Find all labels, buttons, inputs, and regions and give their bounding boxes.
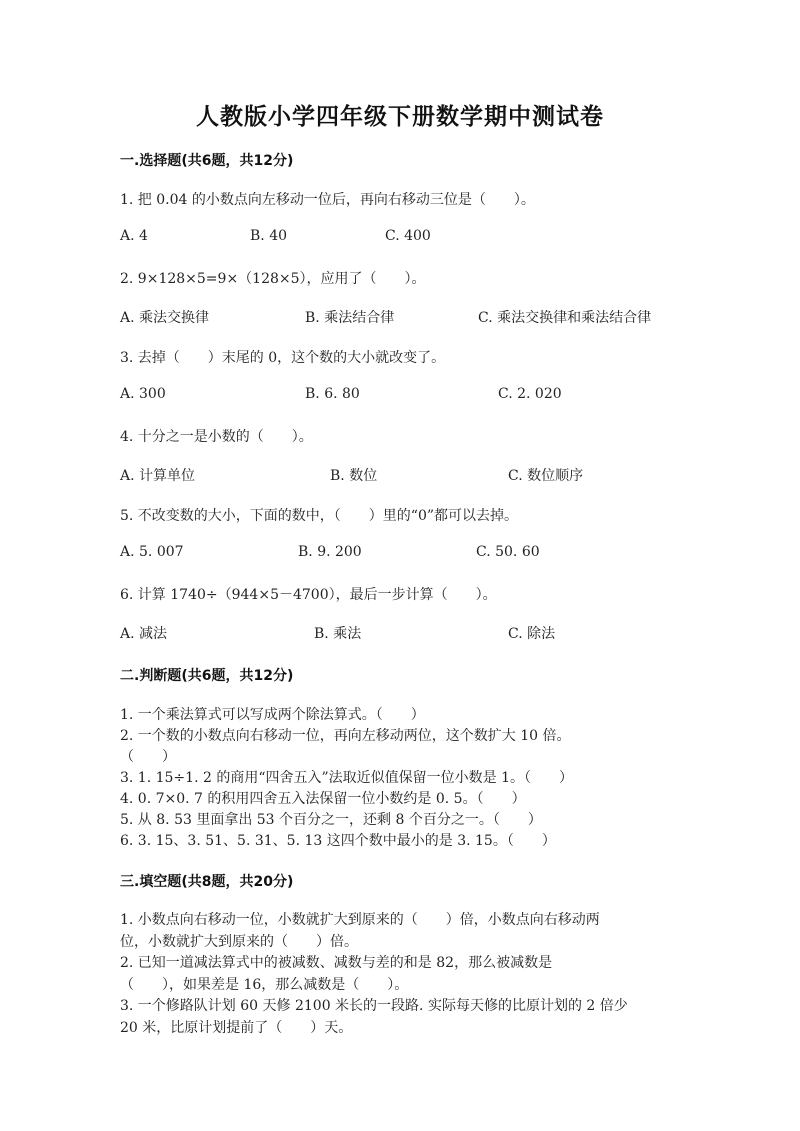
judge-line-1: 1. 一个乘法算式可以写成两个除法算式。（ ） <box>120 707 425 723</box>
question-6-option-a: A. 减法 <box>120 626 168 642</box>
section-heading-choice: 一.选择题(共6题，共12分) <box>120 153 294 169</box>
question-3-option-c: C. 2. 020 <box>498 386 562 402</box>
question-2-option-c: C. 乘法交换律和乘法结合律 <box>478 310 652 326</box>
judge-line-5: 4. 0. 7×0. 7 的积用四舍五入法保留一位小数约是 0. 5。（ ） <box>120 791 526 807</box>
question-3: 3. 去掉（ ）末尾的 0，这个数的大小就改变了。 <box>120 350 446 366</box>
question-6-option-c: C. 除法 <box>508 626 556 642</box>
judge-line-6: 5. 从 8. 53 里面拿出 53 个百分之一，还剩 8 个百分之一。（ ） <box>120 812 542 828</box>
question-5: 5. 不改变数的大小，下面的数中，（ ）里的“0”都可以去掉。 <box>120 508 519 524</box>
fill-line-2: 位，小数就扩大到原来的（ ）倍。 <box>120 934 358 950</box>
fill-line-1: 1. 小数点向右移动一位，小数就扩大到原来的（ ）倍，小数点向右移动两 <box>120 912 600 928</box>
question-2-option-b: B. 乘法结合律 <box>305 310 395 326</box>
question-1-option-c: C. 400 <box>385 228 431 244</box>
question-6-option-b: B. 乘法 <box>314 626 362 642</box>
question-6: 6. 计算 1740÷（944×5－4700），最后一步计算（ ）。 <box>120 587 497 603</box>
judge-line-4: 3. 1. 15÷1. 2 的商用“四舍五入”法取近似值保留一位小数是 1。（ ） <box>120 770 573 786</box>
question-2-option-a: A. 乘法交换律 <box>120 310 210 326</box>
question-1-option-b: B. 40 <box>250 228 288 244</box>
question-5-option-a: A. 5. 007 <box>120 544 184 560</box>
judge-line-2: 2. 一个数的小数点向右移动一位，再向左移动两位，这个数扩大 10 倍。 <box>120 728 571 744</box>
page-title: 人教版小学四年级下册数学期中测试卷 <box>196 104 604 130</box>
question-3-option-a: A. 300 <box>120 386 166 402</box>
question-5-option-b: B. 9. 200 <box>298 544 362 560</box>
question-4-option-a: A. 计算单位 <box>120 468 196 484</box>
fill-line-6: 20 米，比原计划提前了（ ）天。 <box>120 1020 353 1036</box>
question-4-option-c: C. 数位顺序 <box>508 468 584 484</box>
section-heading-judge: 二.判断题(共6题，共12分) <box>120 668 294 684</box>
question-2: 2. 9×128×5=9×（128×5），应用了（ ）。 <box>120 271 426 287</box>
question-5-option-c: C. 50. 60 <box>476 544 540 560</box>
section-heading-fill: 三.填空题(共8题，共20分) <box>120 874 294 890</box>
fill-line-3: 2. 已知一道减法算式中的被减数、减数与差的和是 82，那么被减数是 <box>120 955 553 971</box>
question-1-option-a: A. 4 <box>120 228 148 244</box>
judge-line-3: （ ） <box>120 749 176 765</box>
fill-line-5: 3. 一个修路队计划 60 天修 2100 米长的一段路. 实际每天修的比原计划的 2 倍少 <box>120 998 628 1014</box>
question-4-option-b: B. 数位 <box>330 468 378 484</box>
question-3-option-b: B. 6. 80 <box>305 386 360 402</box>
question-1: 1. 把 0.04 的小数点向左移动一位后，再向右移动三位是（ ）。 <box>120 192 535 208</box>
question-4: 4. 十分之一是小数的（ ）。 <box>120 429 313 445</box>
fill-line-4: （ ），如果差是 16，那么减数是（ ）。 <box>120 977 409 993</box>
judge-line-7: 6. 3. 15、3. 51、5. 31、5. 13 这四个数中最小的是 3. 15。（ ） <box>120 833 556 849</box>
